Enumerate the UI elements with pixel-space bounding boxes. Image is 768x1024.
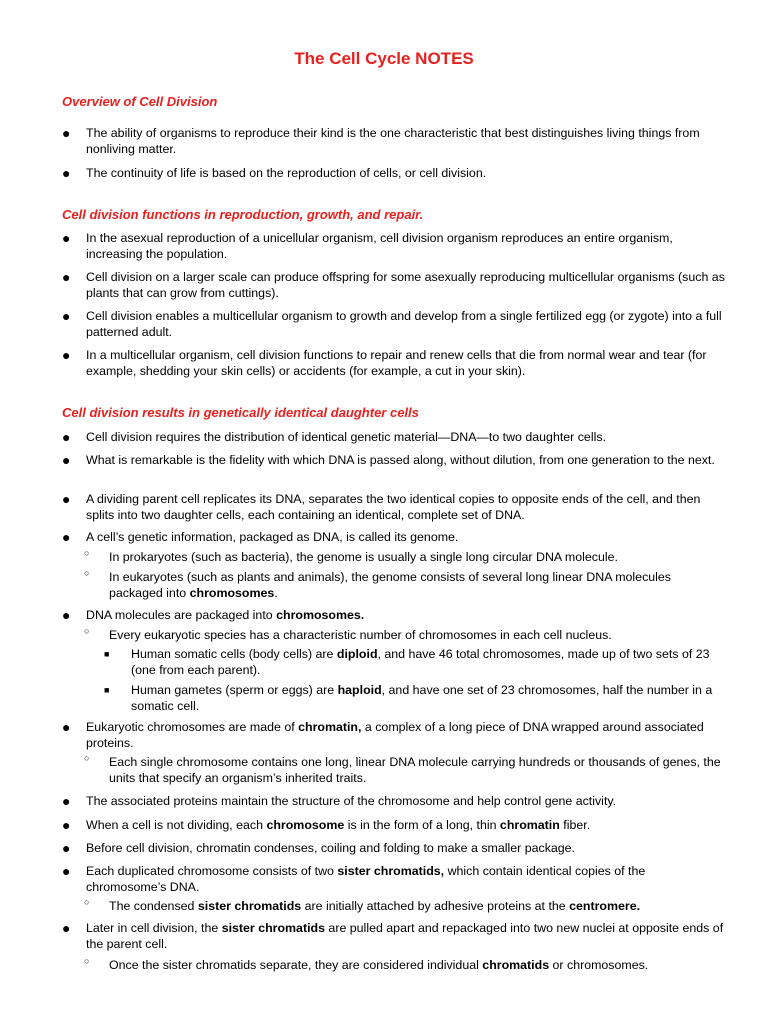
list-item: ● Eukaryotic chromosomes are made of chromatin, a complex of a long piece of DNA wrapped around associated proteins. (62, 719, 704, 750)
section-heading: Overview of Cell Division (62, 94, 218, 109)
square-bullet-icon: ■ (104, 685, 110, 695)
bullet-icon: ● (62, 719, 71, 735)
sub-list-item: ○ Once the sister chromatids separate, they are considered individual chromatids or chromosomes. (84, 956, 649, 972)
sub-list-item: ○ The condensed sister chromatids are initially attached by adhesive proteins at the centromere. (84, 897, 641, 913)
circle-bullet-icon: ○ (84, 897, 90, 907)
bullet-icon: ● (62, 347, 71, 363)
bullet-icon: ● (62, 920, 71, 936)
bullet-icon: ● (62, 230, 71, 246)
bullet-icon: ● (62, 429, 71, 445)
list-item: ● What is remarkable is the fidelity with which DNA is passed along, without dilution, from one generation to the next. (62, 452, 715, 468)
list-item: ● A cell’s genetic information, packaged as DNA, is called its genome. (62, 529, 459, 545)
section-heading: Cell division results in genetically identical daughter cells (62, 405, 419, 420)
bullet-icon: ● (62, 491, 71, 507)
bullet-icon: ● (62, 125, 71, 141)
list-item: ● Cell division on a larger scale can produce offspring for some asexually reproducing multicellular organisms (such as plants that can grow from cuttings). (62, 269, 725, 300)
page-title: The Cell Cycle NOTES (294, 49, 474, 68)
bullet-icon: ● (62, 529, 71, 545)
circle-bullet-icon: ○ (84, 548, 90, 558)
bullet-icon: ● (62, 840, 71, 856)
sub-list-item: ○ Every eukaryotic species has a characteristic number of chromosomes in each cell nucleus. (84, 626, 612, 642)
bullet-icon: ● (62, 793, 71, 809)
bullet-icon: ● (62, 863, 71, 879)
list-item: ● Before cell division, chromatin condenses, coiling and folding to make a smaller package. (62, 840, 576, 856)
list-item: ● A dividing parent cell replicates its DNA, separates the two identical copies to opposite ends of the cell, and then splits into two daughter cells, each containing an identical, complete set of DNA. (62, 491, 701, 522)
list-item: ● Each duplicated chromosome consists of two sister chromatids, which contain identical copies of the chromosome’s DNA. (62, 863, 646, 894)
list-item: ● Later in cell division, the sister chromatids are pulled apart and repackaged into two new nuclei at opposite ends of the parent cell. (62, 920, 724, 951)
circle-bullet-icon: ○ (84, 753, 90, 763)
list-item: ● Cell division enables a multicellular organism to growth and develop from a single fertilized egg (or zygote) into a full patterned adult. (62, 308, 722, 339)
list-item: ● The associated proteins maintain the structure of the chromosome and help control gene activity. (62, 793, 617, 809)
list-item: ● In the asexual reproduction of a unicellular organism, cell division organism reproduces an entire organism, increasing the population. (62, 230, 673, 261)
bullet-icon: ● (62, 308, 71, 324)
list-item: ● In a multicellular organism, cell division functions to repair and renew cells that die from normal wear and tear (for example, shedding your skin cells) or accidents (for example, a cut in your skin). (62, 347, 707, 378)
list-item: ● Cell division requires the distribution of identical genetic material—DNA—to two daughter cells. (62, 429, 606, 445)
list-item: ● The continuity of life is based on the reproduction of cells, or cell division. (62, 165, 487, 181)
circle-bullet-icon: ○ (84, 568, 90, 578)
circle-bullet-icon: ○ (84, 626, 90, 636)
sub-sub-list-item: ■ Human gametes (sperm or eggs) are haploid, and have one set of 23 chromosomes, half the number in a somatic cell. (104, 683, 713, 713)
sub-sub-list-item: ■ Human somatic cells (body cells) are diploid, and have 46 total chromosomes, made up of two sets of 23 (one from each parent). (104, 647, 710, 677)
list-item: ● DNA molecules are packaged into chromosomes. (62, 607, 365, 623)
circle-bullet-icon: ○ (84, 956, 90, 966)
list-item: ● When a cell is not dividing, each chromosome is in the form of a long, thin chromatin fiber. (62, 817, 591, 833)
sub-list-item: ○ In prokaryotes (such as bacteria), the genome is usually a single long circular DNA molecule. (84, 548, 618, 564)
list-item: ● The ability of organisms to reproduce their kind is the one characteristic that best distinguishes living things from nonliving matter. (62, 125, 700, 156)
section-heading: Cell division functions in reproduction, growth, and repair. (62, 207, 424, 222)
bullet-icon: ● (62, 817, 71, 833)
sub-list-item: ○ Each single chromosome contains one long, linear DNA molecule carrying hundreds or thousands of genes, the units that specify an organism’s inherited traits. (84, 753, 721, 785)
bullet-icon: ● (62, 452, 71, 468)
bullet-icon: ● (62, 165, 71, 181)
sub-list-item: ○ In eukaryotes (such as plants and animals), the genome consists of several long linear DNA molecules packaged into chromosomes. (84, 568, 671, 600)
bullet-icon: ● (62, 269, 71, 285)
bullet-icon: ● (62, 607, 71, 623)
square-bullet-icon: ■ (104, 649, 110, 659)
